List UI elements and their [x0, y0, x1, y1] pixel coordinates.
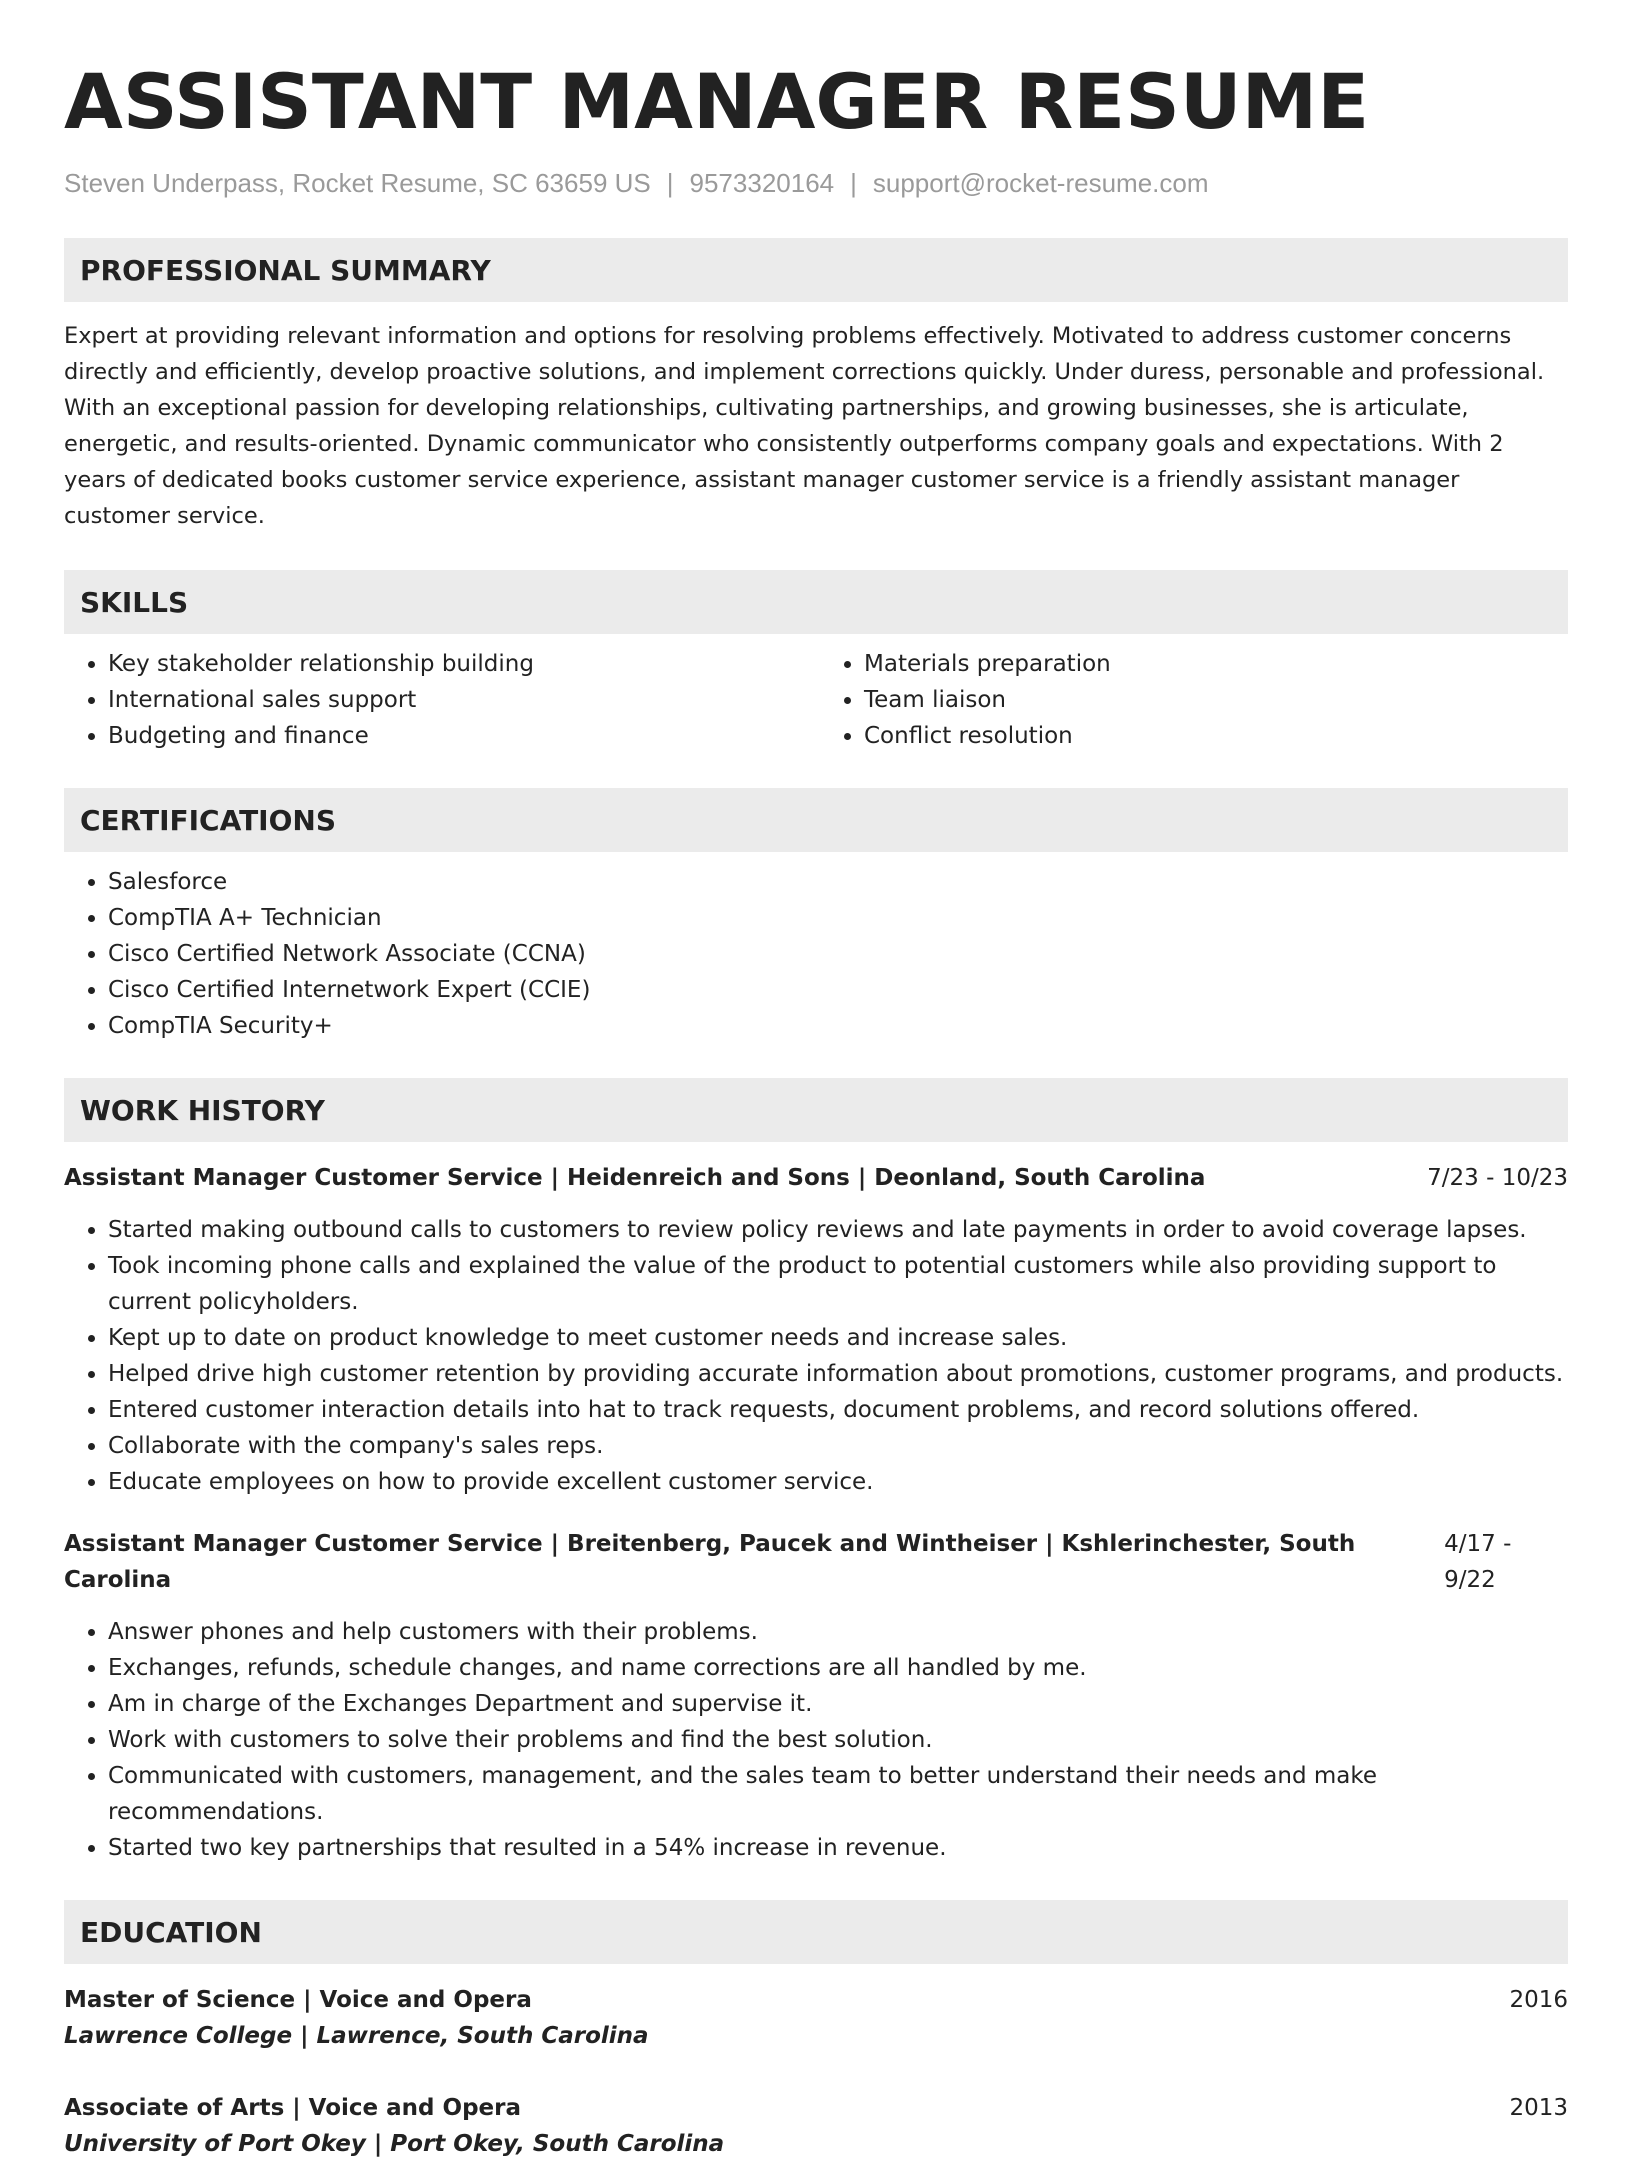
- job-bullet: • Exchanges, refunds, schedule changes, and name corrections are all handled by me.: [108, 1650, 1568, 1686]
- job-dates: 7/23 - 10/23: [1427, 1165, 1568, 1191]
- contact-address: Steven Underpass, Rocket Resume, SC 63659 US: [64, 168, 651, 198]
- job-bullet: • Work with customers to solve their problems and find the best solution.: [108, 1722, 1568, 1758]
- education-school: Lawrence College | Lawrence, South Carolina: [64, 2023, 649, 2049]
- contact-separator: |: [850, 168, 857, 198]
- certification-item: • Salesforce: [108, 864, 1568, 900]
- job-header: [64, 1160, 1568, 1196]
- skill-item: • Key stakeholder relationship building: [108, 646, 816, 682]
- contact-email: support@rocket-resume.com: [872, 168, 1209, 198]
- job-header: [64, 1526, 1568, 1598]
- certification-item: • Cisco Certified Internetwork Expert (CCIE): [108, 972, 1568, 1008]
- summary-heading: PROFESSIONAL SUMMARY: [64, 238, 1568, 302]
- job-title: Assistant Manager Customer Service | Breitenberg, Paucek and Wintheiser | Kshlerinchester, South Carolina: [64, 1531, 1356, 1593]
- job-bullet: • Collaborate with the company's sales reps.: [108, 1428, 1568, 1464]
- skill-item: • Team liaison: [864, 682, 1568, 718]
- work-history-heading: WORK HISTORY: [64, 1078, 1568, 1142]
- certification-item: • Cisco Certified Network Associate (CCNA): [108, 936, 1568, 972]
- job-bullet: • Communicated with customers, management, and the sales team to better understand their needs and make recommendations.: [108, 1758, 1568, 1830]
- job-bullet: • Took incoming phone calls and explained the value of the product to potential customers while also providing support to current policyholders.: [108, 1248, 1568, 1320]
- job-bullet: • Started two key partnerships that resulted in a 54% increase in revenue.: [108, 1830, 1568, 1866]
- skills-column-right: [816, 646, 1568, 754]
- job-title: Assistant Manager Customer Service | Heidenreich and Sons | Deonland, South Carolina: [64, 1165, 1206, 1191]
- certification-item: • CompTIA Security+: [108, 1008, 1568, 1044]
- job-bullet: • Educate employees on how to provide excellent customer service.: [108, 1464, 1568, 1500]
- resume-title: ASSISTANT MANAGER RESUME: [64, 57, 1370, 146]
- job-bullet: • Entered customer interaction details into hat to track requests, document problems, and record solutions offered.: [108, 1392, 1568, 1428]
- contact-separator: |: [666, 168, 674, 198]
- contact-phone: 9573320164: [689, 168, 835, 198]
- education-heading: EDUCATION: [64, 1900, 1568, 1964]
- job-bullet: • Answer phones and help customers with their problems.: [108, 1614, 1568, 1650]
- skill-item: • Materials preparation: [864, 646, 1568, 682]
- skills-list: [64, 634, 1568, 754]
- certification-item: • CompTIA A+ Technician: [108, 900, 1568, 936]
- skill-item: • Conflict resolution: [864, 718, 1568, 754]
- job-bullets: [64, 1212, 1568, 1500]
- education-degree: Associate of Arts | Voice and Opera: [64, 2095, 521, 2121]
- education-year: 2013: [1509, 2095, 1568, 2121]
- education-school: University of Port Okey | Port Okey, South Carolina: [64, 2131, 725, 2157]
- education-entry-header: [64, 1982, 1568, 2018]
- job-bullet: • Helped drive high customer retention by providing accurate information about promotions, customer programs, and products.: [108, 1356, 1568, 1392]
- certifications-list: [64, 864, 1568, 1044]
- job-bullet: • Started making outbound calls to customers to review policy reviews and late payments in order to avoid coverage lapses.: [108, 1212, 1568, 1248]
- education-degree: Master of Science | Voice and Opera: [64, 1987, 532, 2013]
- contact-line: [64, 166, 1568, 200]
- job-bullet: • Kept up to date on product knowledge to meet customer needs and increase sales.: [108, 1320, 1568, 1356]
- education-entry-header: [64, 2090, 1568, 2126]
- summary-text: Expert at providing relevant information and options for resolving problems effectively. Motivated to address customer concerns directly and efficiently, develop proactive solutions, and implement corrections quickly. Under duress, personable and professional. With an exceptional passion for developing relationships, cultivating partnerships, and growing businesses, she is articulate, energetic, and results-oriented. Dynamic communicator who consistently outperforms company goals and expectations. With 2 years of dedicated books customer service experience, assistant manager customer service is a friendly assistant manager customer service.: [64, 323, 1545, 529]
- job-dates: 4/17 - 9/22: [1444, 1531, 1512, 1593]
- skill-item: • International sales support: [108, 682, 816, 718]
- skills-column-left: [64, 646, 816, 754]
- certifications-heading: CERTIFICATIONS: [64, 788, 1568, 852]
- job-bullets: [64, 1614, 1568, 1866]
- skills-heading: SKILLS: [64, 570, 1568, 634]
- job-bullet: • Am in charge of the Exchanges Department and supervise it.: [108, 1686, 1568, 1722]
- education-year: 2016: [1509, 1987, 1568, 2013]
- skill-item: • Budgeting and finance: [108, 718, 816, 754]
